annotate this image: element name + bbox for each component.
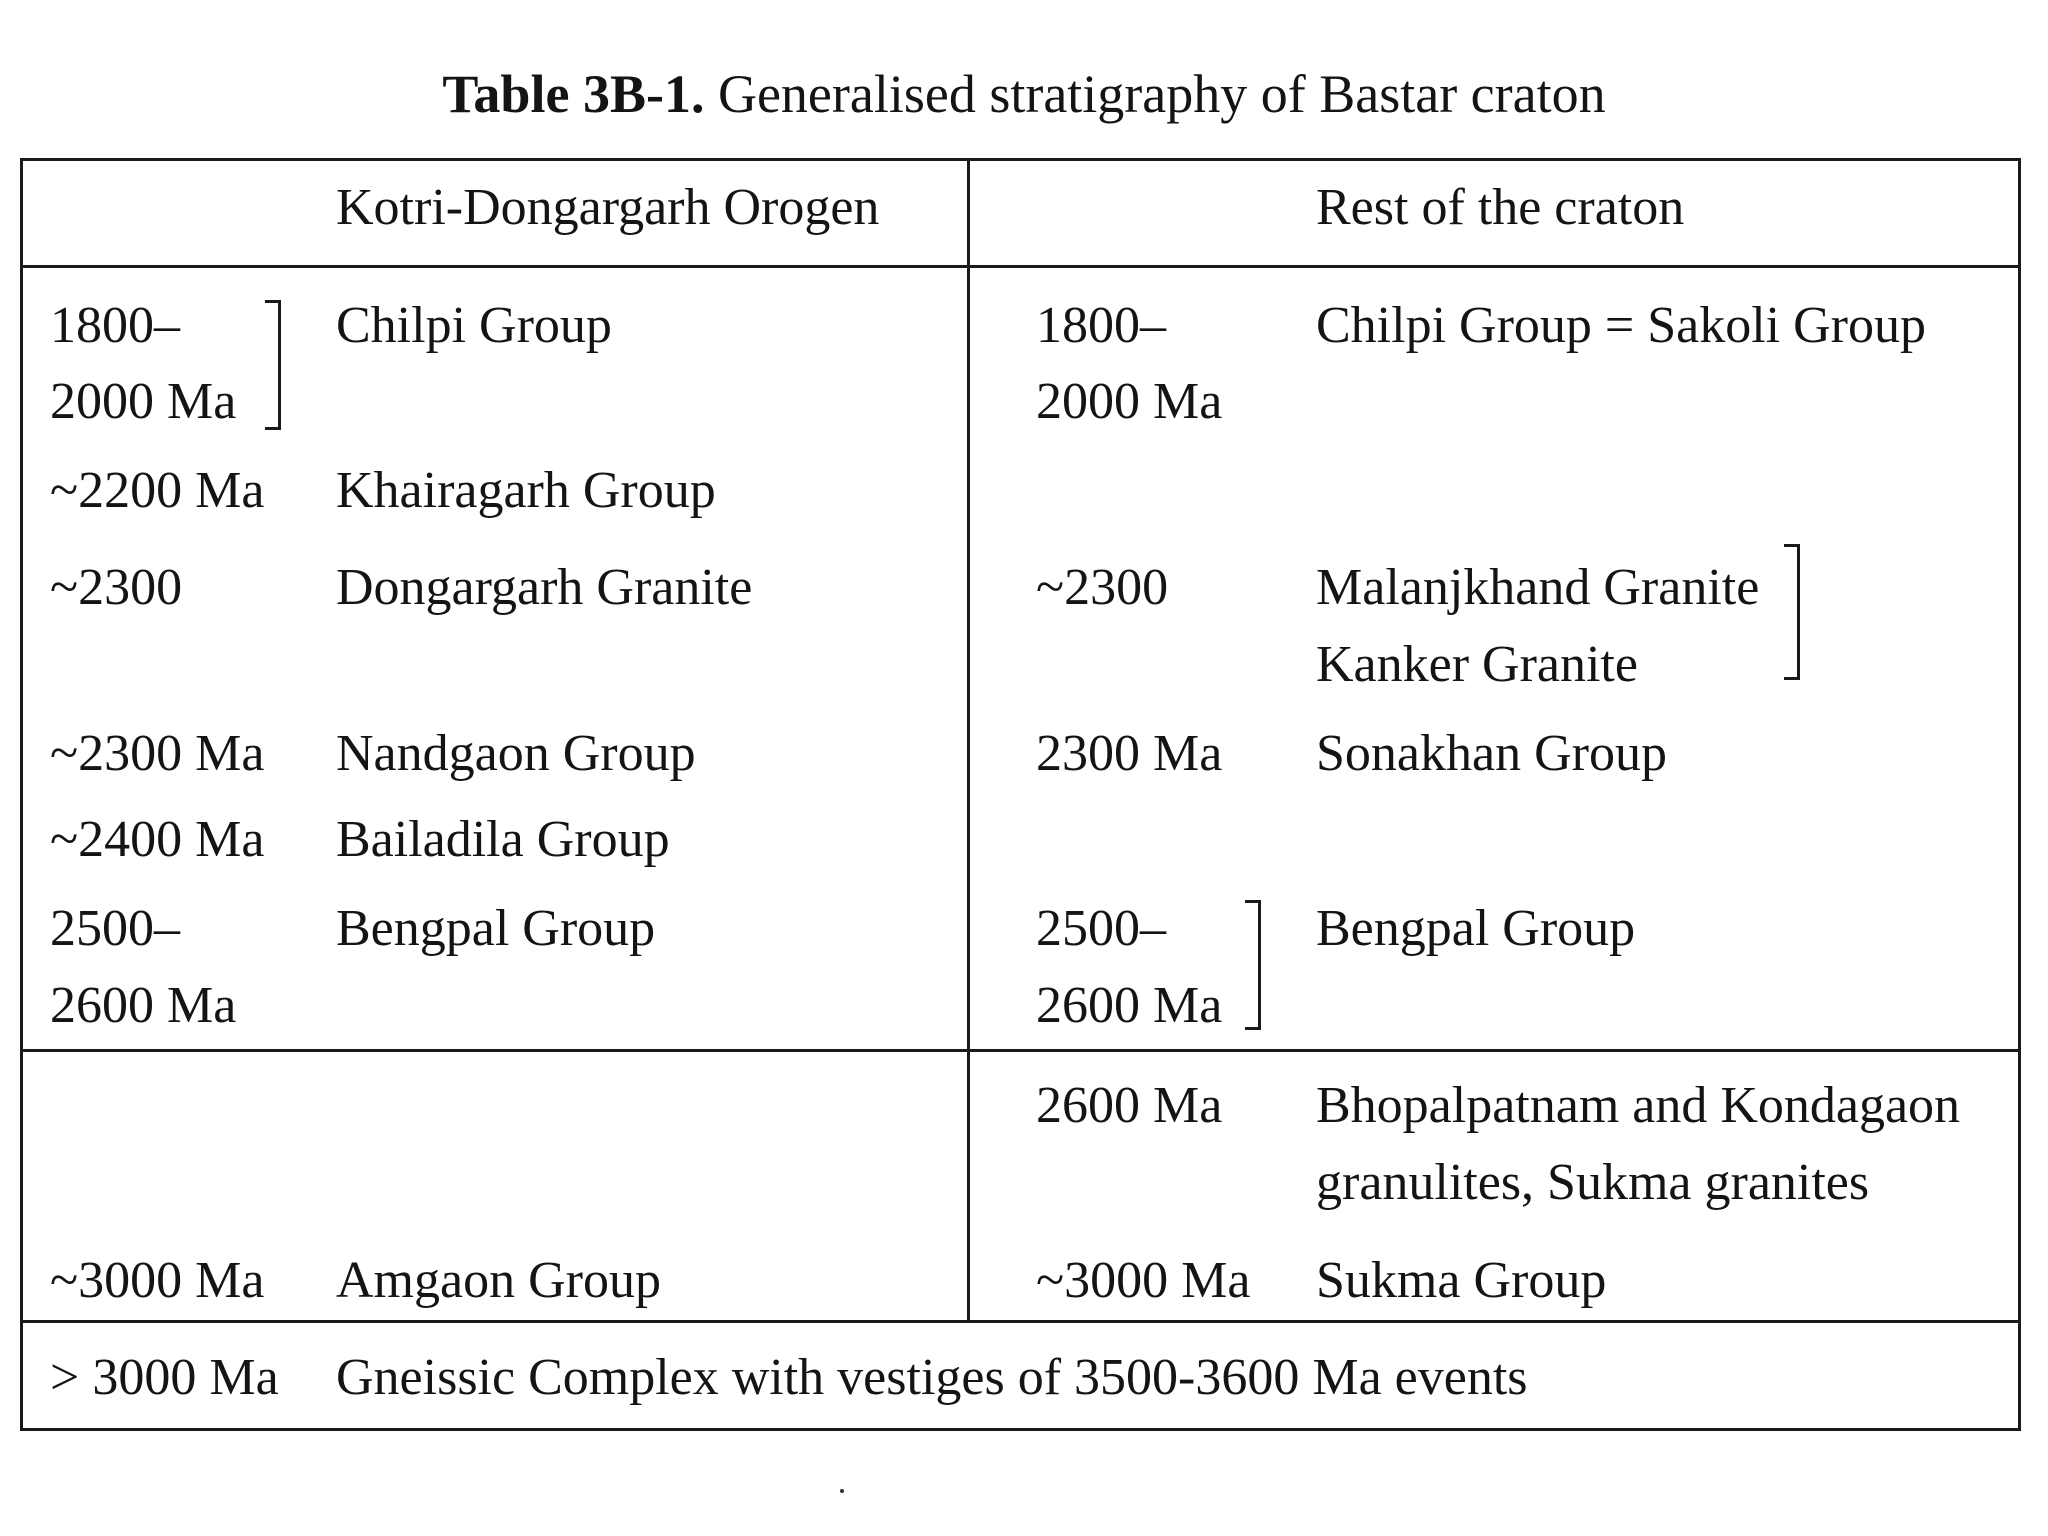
footer-unit-gneissic-complex: Gneissic Complex with vestiges of 3500-3600 Ma events (336, 1349, 1528, 1406)
right-age-bengpal-line2: 2600 Ma (1036, 977, 1223, 1034)
print-speck (840, 1489, 844, 1493)
right-unit-sonakhan-group: Sonakhan Group (1316, 725, 1667, 782)
left-unit-khairagarh-group: Khairagarh Group (336, 462, 716, 519)
left-age-chilpi-line1: 1800– (50, 297, 180, 354)
header-rest-of-craton: Rest of the craton (1316, 179, 1685, 236)
upper-section-divider (20, 1049, 2021, 1052)
right-unit-sukma-group: Sukma Group (1316, 1252, 1607, 1309)
footer-divider (20, 1320, 2021, 1323)
right-age-sonakhan: 2300 Ma (1036, 725, 1223, 782)
right-bengpal-age-bracket (1245, 900, 1261, 1030)
footer-age: > 3000 Ma (50, 1349, 279, 1406)
right-unit-granulites-sukma-granites: granulites, Sukma granites (1316, 1154, 1870, 1211)
left-age-chilpi-line2: 2000 Ma (50, 373, 237, 430)
left-age-amgaon: ~3000 Ma (50, 1252, 265, 1309)
right-age-bhopalpatnam: 2600 Ma (1036, 1077, 1223, 1134)
left-age-khairagarh: ~2200 Ma (50, 462, 265, 519)
table-title: Generalised stratigraphy of Bastar craton (717, 64, 1606, 124)
left-age-bengpal-line2: 2600 Ma (50, 977, 237, 1034)
right-age-malanjkhand: ~2300 (1036, 559, 1169, 616)
table-number: Table 3B-1. (442, 64, 705, 124)
right-age-bengpal-line1: 2500– (1036, 900, 1166, 957)
left-unit-bailadila-group: Bailadila Group (336, 811, 670, 868)
column-divider (967, 158, 970, 1322)
table-caption (0, 58, 2048, 130)
left-age-bengpal-line1: 2500– (50, 900, 180, 957)
right-age-sukma: ~3000 Ma (1036, 1252, 1251, 1309)
header-divider (20, 265, 2021, 268)
left-unit-nandgaon-group: Nandgaon Group (336, 725, 696, 782)
right-unit-bengpal-group: Bengpal Group (1316, 900, 1636, 957)
left-unit-chilpi-group: Chilpi Group (336, 297, 612, 354)
right-unit-malanjkhand-granite: Malanjkhand Granite (1316, 559, 1760, 616)
right-age-chilpi-line2: 2000 Ma (1036, 373, 1223, 430)
left-age-nandgaon: ~2300 Ma (50, 725, 265, 782)
right-age-chilpi-line1: 1800– (1036, 297, 1166, 354)
left-unit-dongargarh-granite: Dongargarh Granite (336, 559, 753, 616)
left-unit-bengpal-group: Bengpal Group (336, 900, 656, 957)
left-age-dongargarh: ~2300 (50, 559, 183, 616)
left-chilpi-age-bracket (265, 300, 281, 430)
right-unit-kanker-granite: Kanker Granite (1316, 636, 1638, 693)
left-age-bailadila: ~2400 Ma (50, 811, 265, 868)
right-unit-chilpi-sakoli-group: Chilpi Group = Sakoli Group (1316, 297, 1926, 354)
right-unit-bhopalpatnam-kondagaon: Bhopalpatnam and Kondagaon (1316, 1077, 1961, 1134)
header-kotri-dongargarh-orogen: Kotri-Dongargarh Orogen (336, 179, 880, 236)
left-unit-amgaon-group: Amgaon Group (336, 1252, 661, 1309)
right-granite-bracket (1784, 544, 1800, 680)
